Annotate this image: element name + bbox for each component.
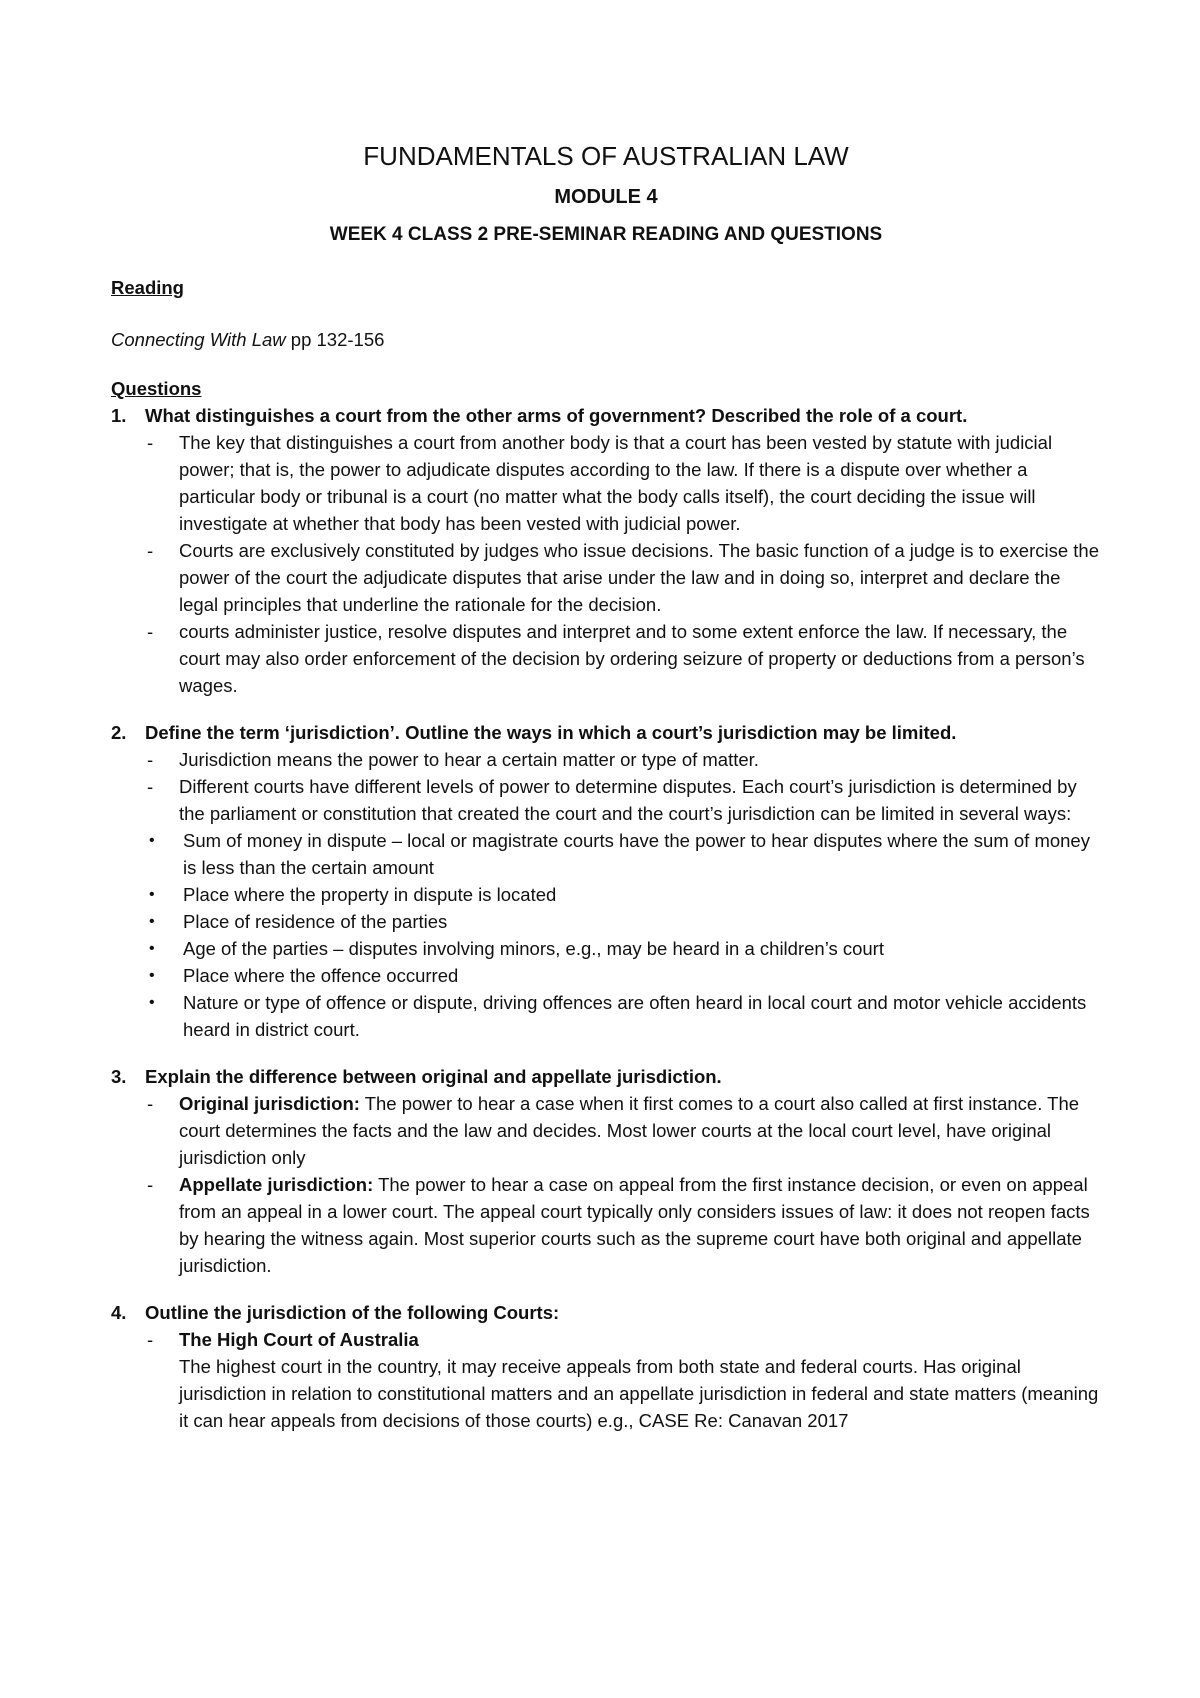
dash-marker: - (147, 1329, 154, 1350)
question-title (111, 719, 1101, 746)
answer-text (179, 1326, 1101, 1434)
dash-marker: - (147, 749, 154, 770)
term-label: Appellate jurisdiction: (179, 1174, 374, 1195)
answer-item (145, 1090, 1101, 1171)
answer-text: courts administer justice, resolve disputes and interpret and to some extent enforce the law. If necessary, the court may also order enforcement of the decision by ordering seizure of property or deductions from a person’s wages. (179, 621, 1085, 696)
question-title (111, 1063, 1101, 1090)
question-text: Explain the difference between original and appellate jurisdiction. (145, 1066, 722, 1087)
reading-heading: Reading (111, 277, 184, 298)
court-description: The highest court in the country, it may receive appeals from both state and federal courts. Has original jurisdiction in relation to constitutional matters and an appellate jurisdiction in federal and state matters (meaning it can hear appeals from decisions of those courts) e.g., CASE Re: Canavan 2017 (179, 1356, 1099, 1431)
question-text: Outline the jurisdiction of the following Courts: (145, 1302, 560, 1323)
bullet-text: Nature or type of offence or dispute, driving offences are often heard in local court and motor vehicle accidents heard in district court. (183, 992, 1087, 1040)
reading-pages: pp 132-156 (285, 329, 385, 350)
bullet-text: Sum of money in dispute – local or magistrate courts have the power to hear disputes where the sum of money is less than the certain amount (183, 830, 1090, 878)
dash-marker: - (147, 1174, 154, 1195)
answer-list (111, 1326, 1101, 1434)
answer-item (145, 1326, 1101, 1434)
document-content (111, 138, 1101, 1434)
document-title: FUNDAMENTALS OF AUSTRALIAN LAW (363, 141, 849, 171)
question-4 (111, 1299, 1101, 1434)
answer-list (111, 429, 1101, 699)
question-text: What distinguishes a court from the other arms of government? Described the role of a court. (145, 405, 968, 426)
bullet-item (111, 935, 1101, 962)
questions-heading: Questions (111, 378, 202, 399)
dash-marker: - (147, 776, 154, 797)
jurisdiction-limits-list (111, 827, 1101, 1043)
answer-list (111, 746, 1101, 827)
answer-text: The key that distinguishes a court from another body is that a court has been vested by statute with judicial power; that is, the power to adjudicate disputes according to the law. If there is a dispute over whether a particular body or tribunal is a court (no matter what the body calls itself), the court deciding the issue will investigate at whether that body has been vested with judicial power. (179, 432, 1053, 534)
answer-list (111, 1090, 1101, 1279)
question-number: 3. (111, 1066, 127, 1087)
bullet-marker: • (149, 940, 155, 957)
bullet-marker: • (149, 913, 155, 930)
bullet-item (111, 989, 1101, 1043)
bullet-text: Place where the property in dispute is located (183, 884, 557, 905)
dash-marker: - (147, 621, 154, 642)
question-1 (111, 402, 1101, 699)
bullet-text: Place of residence of the parties (183, 911, 448, 932)
answer-text: Different courts have different levels of power to determine disputes. Each court’s jurisdiction is determined by the parliament or constitution that created the court and the court’s jurisdiction can be limited in several ways: (179, 776, 1077, 824)
answer-item (145, 773, 1101, 827)
answer-item (145, 429, 1101, 537)
question-2 (111, 719, 1101, 1043)
answer-text (179, 1090, 1101, 1171)
bullet-item (111, 962, 1101, 989)
bullet-text: Place where the offence occurred (183, 965, 459, 986)
question-3 (111, 1063, 1101, 1279)
answer-item (145, 746, 1101, 773)
answer-item (145, 1171, 1101, 1279)
answer-text: Courts are exclusively constituted by judges who issue decisions. The basic function of a judge is to exercise the power of the court the adjudicate disputes that arise under the law and in doing so, interpret and declare the legal principles that underline the rationale for the decision. (179, 540, 1100, 615)
dash-marker: - (147, 1093, 154, 1114)
term-definition: The power to hear a case on appeal from the first instance decision, or even on appeal from an appeal in a lower court. The appeal court typically only considers issues of law: it does not reopen facts by hearing the witness again. Most superior courts such as the supreme court have both original and appellate jurisdiction. (179, 1174, 1090, 1276)
question-title (111, 1299, 1101, 1326)
answer-item (145, 618, 1101, 699)
bullet-marker: • (149, 994, 155, 1011)
answer-text: Jurisdiction means the power to hear a certain matter or type of matter. (179, 749, 759, 770)
dash-marker: - (147, 432, 154, 453)
bullet-item (111, 881, 1101, 908)
bullet-marker: • (149, 967, 155, 984)
bullet-marker: • (149, 886, 155, 903)
bullet-marker: • (149, 832, 155, 849)
court-name: The High Court of Australia (179, 1329, 419, 1350)
document-subtitle: WEEK 4 CLASS 2 PRE-SEMINAR READING AND QUESTIONS (329, 224, 883, 245)
reading-book-title: Connecting With Law (111, 329, 286, 350)
answer-text (179, 1171, 1101, 1279)
bullet-text: Age of the parties – disputes involving minors, e.g., may be heard in a children’s court (183, 938, 884, 959)
term-label: Original jurisdiction: (179, 1093, 360, 1114)
question-number: 2. (111, 722, 127, 743)
bullet-item (111, 908, 1101, 935)
bullet-item (111, 827, 1101, 881)
reading-reference (111, 326, 1101, 353)
answer-item (145, 537, 1101, 618)
term-definition: The power to hear a case when it first comes to a court also called at first instance. The court determines the facts and the law and decides. Most lower courts at the local court level, have original jurisdiction only (179, 1093, 1080, 1168)
module-heading: MODULE 4 (554, 186, 658, 208)
question-text: Define the term ‘jurisdiction’. Outline the ways in which a court’s jurisdiction may be limited. (145, 722, 957, 743)
question-title (111, 402, 1101, 429)
question-number: 4. (111, 1302, 127, 1323)
dash-marker: - (147, 540, 154, 561)
question-number: 1. (111, 405, 127, 426)
